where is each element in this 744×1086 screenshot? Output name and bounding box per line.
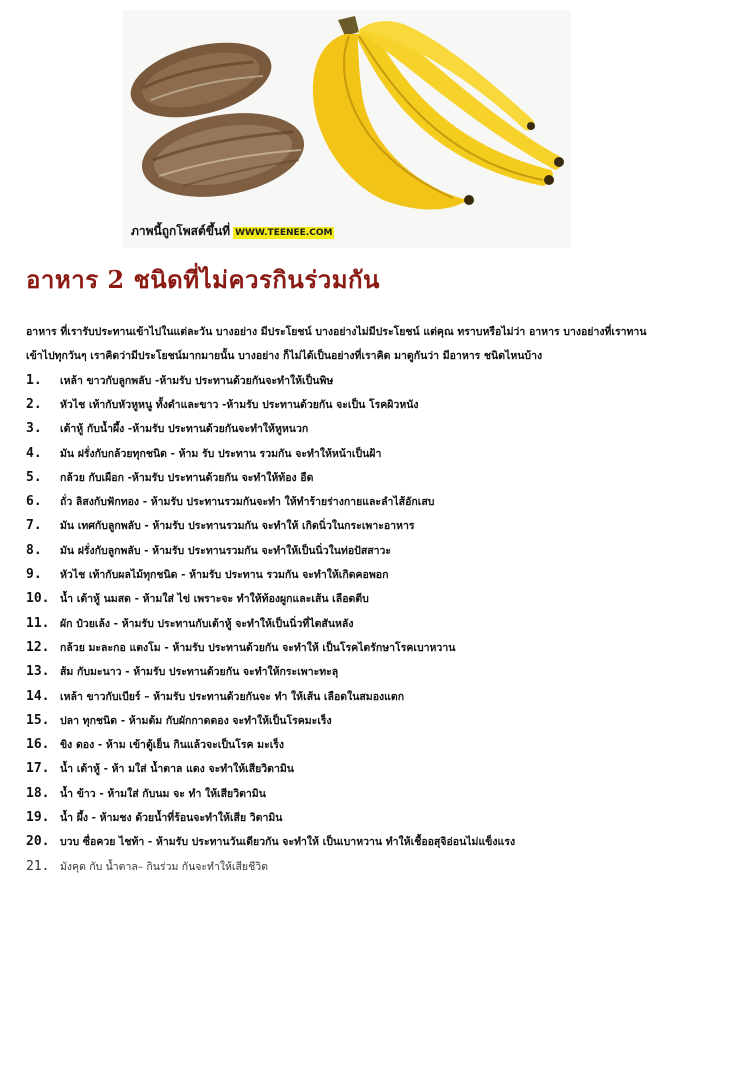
list-item [26,562,726,586]
list-item [26,611,726,635]
item-text: น้ำ ข้าว - ห้ามใส่ กับนม จะ ทำ ให้เสียวิตามิน [60,787,266,800]
item-text: น้ำ ผึ้ง - ห้ามชง ด้วยน้ำที่ร้อนจะทำให้เสีย วิตามิน [60,811,283,824]
list-item [26,708,726,732]
item-text: มัน ฝรั่งกับลูกพลับ - ห้ามรับ ประทานรวมกัน จะทำให้เป็นนิ่วในท่อปัสสาวะ [60,544,392,557]
item-number: 18. [26,785,50,801]
list-item [26,489,726,513]
item-number: 21. [26,858,50,874]
item-number: 10. [26,591,50,607]
page-title: อาหาร 2 ชนิดที่ไม่ควรกินร่วมกัน [26,265,380,294]
intro-paragraph [26,320,716,368]
item-number: 16. [26,737,50,753]
item-number: 13. [26,664,50,680]
item-text: มัน ฝรั่งกับกล้วยทุกชนิด - ห้าม รับ ประทาน รวมกัน จะทำให้หน้าเป็นฝ้า [60,447,382,460]
item-number: 1. [26,372,42,388]
item-text: กล้วย กับเผือก -ห้ามรับ ประทานด้วยกัน จะทำให้ท้อง อืด [60,471,314,484]
item-number: 14. [26,688,50,704]
intro-line: อาหาร ที่เรารับประทานเข้าไปในแต่ละวัน บางอย่าง มีประโยชน์ บางอย่างไม่มีประโยชน์ แต่คุณ ทราบหรือไม่ว่า อาหาร บางอย่างที่เราทาน [26,326,647,338]
list-item [26,684,726,708]
list-item [26,660,726,684]
item-text: น้ำ เต้าหู้ นมสด - ห้ามใส่ ไข่ เพราะจะ ทำให้ท้องผูกและเส้น เลือดตีบ [60,593,369,606]
item-number: 2. [26,396,42,412]
intro-line: เข้าไปทุกวันๆ เราคิดว่ามีประโยชน์มากมายนั้น บางอย่าง ก็ไม่ได้เป็นอย่างที่เราคิด มาดูกันว่า มีอาหาร ชนิดไหนบ้าง [26,350,543,362]
item-number: 12. [26,639,50,655]
list-item [26,805,726,829]
item-number: 17. [26,761,50,777]
item-number: 20. [26,834,50,850]
taro-icon [123,30,311,209]
list-item [26,368,726,392]
list-item [26,757,726,781]
item-text: ปลา ทุกชนิด - ห้ามต้ม กับผักกาดดอง จะทำให้เป็นโรคมะเร็ง [60,714,332,727]
caption-url: WWW.TEENEE.COM [235,228,333,238]
caption-text: ภาพนี้ถูกโพสต์ขึ้นที่ [131,224,231,238]
item-text: มัน เทศกับลูกพลับ - ห้ามรับ ประทานรวมกัน จะทำให้ เกิดนิ่วในกระเพาะอาหาร [60,520,415,533]
item-text: ผัก ป๋วยเล้ง - ห้ามรับ ประทานกับเต้าหู้ จะทำให้เป็นนิ่วที่ไตสันหลัง [60,617,354,630]
item-number: 7. [26,518,42,534]
list-item [26,587,726,611]
list-item [26,514,726,538]
item-number: 6. [26,494,42,510]
list-item [26,538,726,562]
list-item [26,781,726,805]
item-text: ขิง ดอง - ห้าม เข้าตู้เย็น กินแล้วจะเป็นโรค มะเร็ง [60,739,285,752]
list-item [26,732,726,756]
food-list [26,368,726,878]
food-photo [123,10,571,248]
item-text: บวบ ซื่อควย ไชท้า - ห้ามรับ ประทานวันเดียวกัน จะทำให้ เป็นเบาหวาน ทำให้เชื้ออสุจิอ่อนไม่แข็งแรง [60,836,516,849]
image-caption [131,222,334,241]
list-item [26,830,726,854]
item-text: น้ำ เต้าหู้ - ห้า มใส่ น้ำตาล แดง จะทำให้เสียวิตามิน [60,763,294,776]
item-number: 11. [26,615,50,631]
item-number: 8. [26,542,42,558]
list-item [26,441,726,465]
item-text: เต้าหู้ กับน้ำผึ้ง -ห้ามรับ ประทานด้วยกันจะทำให้หูหนวก [60,423,309,436]
item-text: ส้ม กับมะนาว - ห้ามรับ ประทานด้วยกัน จะทำให้กระเพาะทะลุ [60,666,339,679]
item-text: เหล้า ขาวกับลูกพลับ -ห้ามรับ ประทานด้วยกันจะทำให้เป็นพิษ [60,374,334,387]
list-item [26,465,726,489]
hero-image [123,10,571,248]
item-number: 3. [26,421,42,437]
list-item [26,392,726,416]
banana-icon [313,16,564,209]
item-text: หัวไช เท้ากับหัวหูหนู ทั้งดำและขาว -ห้ามรับ ประทานด้วยกัน จะเป็น โรคผิวหนัง [60,398,419,411]
item-number: 5. [26,469,42,485]
item-number: 9. [26,567,42,583]
item-number: 15. [26,712,50,728]
item-text: ถั่ว ลิสงกับฟักทอง - ห้ามรับ ประทานรวมกันจะทำ ให้ทำร้ายร่างกายและลำไส้อักเสบ [60,496,435,509]
item-number: 19. [26,809,50,825]
list-item [26,854,726,878]
item-text: มังคุด กับ น้ำตาล– กินร่วม กันจะทำให้เสียชีวิต [60,860,268,873]
item-text: หัวไช เท้ากับผลไม้ทุกชนิด - ห้ามรับ ประทาน รวมกัน จะทำให้เกิดคอพอก [60,569,389,582]
item-text: กล้วย มะละกอ แตงโม - ห้ามรับ ประทานด้วยกัน จะทำให้ เป็นโรคไตรักษาโรคเบาหวาน [60,641,456,654]
list-item [26,417,726,441]
item-number: 4. [26,445,42,461]
item-text: เหล้า ขาวกับเบียร์ – ห้ามรับ ประทานด้วยกันจะ ทำ ให้เส้น เลือดในสมองแตก [60,690,405,703]
list-item [26,635,726,659]
